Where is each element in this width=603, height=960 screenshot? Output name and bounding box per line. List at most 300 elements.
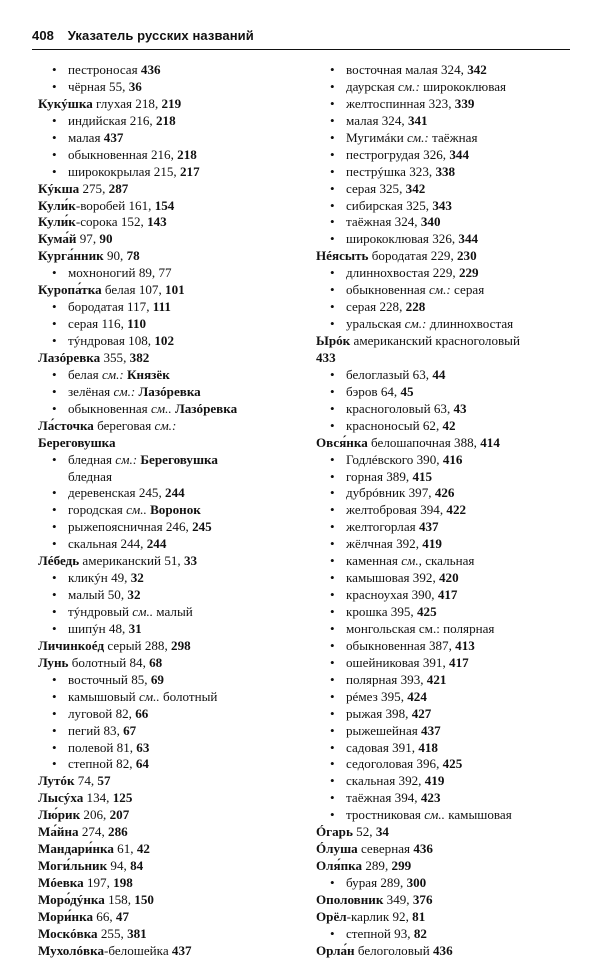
index-entry [38, 926, 306, 943]
entry-text: белошапочная 388, [367, 434, 481, 450]
index-entry [38, 418, 306, 435]
entry-bold-text: 245 [192, 519, 212, 535]
entry-bold-text: Кули́к [38, 197, 76, 213]
entry-bold-text: 424 [407, 688, 427, 704]
bullet-icon: • [330, 671, 335, 687]
index-subentry [316, 706, 586, 723]
index-entry [38, 655, 306, 672]
entry-bold-text: Лысýха [38, 790, 84, 806]
index-subentry [316, 570, 586, 587]
entry-text: бледная [68, 468, 113, 484]
entry-text: белая [68, 366, 102, 382]
entry-bold-text: 218 [177, 146, 197, 162]
entry-bold-text: 287 [108, 180, 129, 196]
entry-text: 355, [100, 349, 130, 365]
entry-bold-text: 342 [405, 180, 426, 196]
index-subentry [38, 367, 306, 384]
index-entry [38, 248, 306, 265]
index-subentry [316, 299, 586, 316]
index-subentry [316, 214, 586, 231]
entry-text: зелёная [68, 383, 114, 399]
entry-text: садовая 391, [346, 739, 419, 755]
bullet-icon: • [330, 604, 335, 619]
entry-bold-text: 418 [418, 739, 438, 755]
index-subentry [316, 485, 586, 502]
entry-bold-text: 57 [97, 773, 111, 789]
entry-bold-text: 217 [179, 163, 200, 179]
entry-bold-text: Óгарь [316, 824, 353, 840]
entry-bold-text: 344 [458, 231, 479, 247]
entry-bold-text: 154 [154, 197, 175, 213]
entry-bold-text: Нéясыть [316, 248, 369, 264]
entry-bold-text: 344 [449, 146, 469, 162]
entry-text: ширококлювая 326, [346, 231, 459, 247]
entry-bold-text: 420 [439, 570, 459, 586]
bullet-icon: • [330, 95, 335, 111]
bullet-icon: • [52, 604, 57, 619]
index-entry-continuation [38, 435, 306, 452]
index-entry [316, 248, 586, 265]
bullet-icon: • [52, 265, 57, 281]
entry-bold-text: 84 [130, 858, 144, 874]
bullet-icon: • [52, 536, 57, 552]
index-subentry [316, 231, 586, 248]
index-subentry [316, 790, 586, 807]
entry-bold-text: 228 [405, 299, 426, 315]
bullet-icon: • [52, 502, 57, 518]
entry-text: серая 325, [346, 180, 406, 196]
index-subentry [316, 62, 586, 79]
index-subentry [316, 875, 586, 892]
bullet-icon: • [330, 282, 335, 298]
index-subentry [316, 181, 586, 198]
index-subentry [38, 689, 306, 706]
index-subentry [316, 130, 586, 147]
page-title: Указатель русских названий [67, 28, 254, 43]
entry-bold-text: Лунь [38, 654, 69, 670]
entry-bold-text: 110 [127, 316, 147, 332]
entry-text: -сорока 152, [75, 214, 148, 230]
entry-bold-text: 68 [149, 654, 163, 670]
index-subentry [38, 113, 306, 130]
entry-bold-text: 436 [413, 841, 433, 857]
entry-text: ошейниковая 391, [346, 654, 450, 670]
bullet-icon: • [330, 722, 335, 738]
index-subentry [316, 773, 586, 790]
entry-bold-text: 426 [434, 485, 455, 501]
index-subentry [316, 756, 586, 773]
index-subentry [316, 740, 586, 757]
entry-text: бородатая 117, [68, 299, 153, 315]
bullet-icon: • [330, 756, 335, 772]
entry-crossref-label: см.. [138, 688, 160, 704]
index-subentry [316, 367, 586, 384]
entry-bold-text: Лазóревка [38, 349, 101, 365]
entry-text: малый [153, 604, 193, 619]
entry-text: желтоспинная 323, [346, 95, 455, 111]
entry-text: бородатая 229, [368, 248, 457, 264]
index-subentry [38, 723, 306, 740]
entry-crossref-label: см.. [126, 502, 147, 518]
bullet-icon: • [330, 875, 335, 890]
entry-text: 134, [83, 790, 113, 806]
entry-bold-text: 42 [442, 417, 456, 433]
entry-bold-text: 207 [109, 807, 130, 823]
entry-text: глухая 218, [92, 95, 162, 111]
bullet-icon: • [330, 112, 335, 128]
index-subentry [38, 672, 306, 689]
bullet-icon: • [52, 129, 57, 145]
entry-text: -воробей 161, [75, 197, 155, 213]
index-entry [38, 943, 306, 960]
entry-bold-text: 342 [467, 62, 487, 77]
index-subentry [316, 198, 586, 215]
entry-text: желтогорлая [346, 519, 419, 535]
bullet-icon: • [330, 180, 335, 196]
entry-bold-text: 69 [150, 671, 164, 687]
entry-text: 349, [383, 891, 413, 907]
entry-text: пестроносая [68, 62, 141, 77]
entry-text: малая 324, [346, 112, 408, 128]
bullet-icon: • [52, 366, 57, 382]
index-subentry [38, 299, 306, 316]
index-subentry [38, 604, 306, 621]
index-entry [38, 892, 306, 909]
entry-bold-text: 437 [418, 519, 439, 535]
entry-bold-text: 338 [435, 163, 456, 179]
index-subentry [316, 638, 586, 655]
entry-text: мохноногий 89, 77 [68, 265, 172, 281]
entry-bold-text: 90 [99, 231, 113, 247]
entry-text: таёжная [428, 129, 478, 145]
entry-text: Годлéвского 390, [346, 451, 443, 467]
entry-crossref-label: см., [401, 553, 422, 569]
entry-text: пестрогрудая 326, [346, 146, 450, 162]
bullet-icon: • [330, 773, 335, 789]
right-column [316, 62, 586, 960]
entry-bold-text: 32 [130, 570, 144, 586]
bullet-icon: • [330, 146, 335, 162]
entry-bold-text: 244 [146, 536, 167, 552]
bullet-icon: • [52, 400, 57, 416]
entry-bold-text: 419 [424, 773, 445, 789]
entry-bold-text: 230 [457, 248, 477, 264]
index-subentry [316, 164, 586, 181]
index-entry [38, 181, 306, 198]
bullet-icon: • [52, 739, 57, 755]
entry-bold-text: Кýкша [38, 180, 80, 196]
entry-bold-text: 32 [127, 587, 141, 603]
bullet-icon: • [330, 485, 335, 501]
index-subentry [38, 570, 306, 587]
entry-bold-text: 101 [165, 282, 185, 298]
entry-text: 275, [79, 180, 109, 196]
entry-text: городская [68, 502, 127, 518]
index-subentry [38, 519, 306, 536]
entry-text: желтобровая 394, [346, 502, 447, 518]
entry-bold-text: Ла́сточка [38, 417, 94, 433]
entry-bold-text: 111 [152, 299, 171, 315]
index-subentry [316, 316, 586, 333]
entry-bold-text: 415 [412, 468, 433, 484]
entry-text: деревенская 245, [68, 485, 166, 501]
entry-bold-text: 102 [154, 333, 174, 348]
index-subentry [316, 723, 586, 740]
index-entry [38, 824, 306, 841]
entry-bold-text: Óлуша [316, 841, 358, 857]
bullet-icon: • [330, 451, 335, 467]
index-subentry [38, 756, 306, 773]
bullet-icon: • [330, 553, 335, 569]
entry-bold-text: 421 [426, 671, 447, 687]
entry-bold-text: Мори́нка [38, 908, 93, 924]
entry-text: рыжепоясничная 246, [68, 519, 193, 535]
entry-text: северная [357, 841, 414, 857]
entry-text: крошка 395, [346, 604, 417, 619]
bullet-icon: • [330, 316, 335, 332]
entry-text: длиннохвостая 229, [346, 265, 459, 281]
page-number: 408 [32, 28, 54, 43]
index-subentry [316, 265, 586, 282]
entry-crossref-label: см.: [154, 417, 177, 433]
index-entry [38, 198, 306, 215]
entry-bold-text: Орла́н [316, 942, 355, 958]
entry-bold-text: 382 [129, 349, 150, 365]
entry-text: длиннохвостая [426, 316, 514, 332]
bullet-icon: • [330, 163, 335, 179]
entry-text: ширококлювая [419, 78, 507, 94]
index-entry [316, 435, 586, 452]
entry-text: тýндровый [68, 604, 133, 619]
index-entry [38, 96, 306, 113]
index-entry [38, 875, 306, 892]
index-entry [316, 909, 586, 926]
index-entry [38, 282, 306, 299]
entry-bold-text: 125 [112, 790, 133, 806]
bullet-icon: • [330, 231, 335, 247]
entry-bold-text: 43 [453, 400, 467, 416]
entry-text: шипýн 48, [68, 620, 129, 636]
entry-bold-text: 340 [420, 214, 441, 230]
index-subentry [316, 689, 586, 706]
bullet-icon: • [52, 688, 57, 704]
entry-crossref-label: см.: [101, 366, 124, 382]
entry-text: красноносый 62, [346, 417, 443, 433]
bullet-icon: • [330, 366, 335, 382]
entry-text: скальная 244, [68, 536, 147, 552]
entry-bold-text: Лазóревка [138, 383, 201, 399]
entry-bold-text: 36 [128, 78, 142, 94]
bullet-icon: • [330, 417, 335, 433]
index-entry [316, 892, 586, 909]
entry-text: американский красноголовый [350, 333, 520, 348]
index-subentry [316, 502, 586, 519]
index-subentry [316, 519, 586, 536]
bullet-icon: • [330, 739, 335, 755]
entry-text: таёжная 394, [346, 790, 421, 806]
bullet-icon: • [52, 383, 57, 399]
entry-bold-text: 436 [433, 942, 453, 958]
entry-bold-text: 423 [420, 790, 441, 806]
entry-bold-text: 414 [480, 434, 500, 450]
entry-bold-text: 67 [123, 722, 137, 738]
entry-text: Мугимáки [346, 129, 407, 145]
index-subentry [316, 401, 586, 418]
index-subentry [316, 553, 586, 570]
index-subentry [38, 740, 306, 757]
entry-text: чёрная 55, [68, 78, 129, 94]
entry-bold-text: 47 [115, 908, 130, 924]
bullet-icon: • [330, 688, 335, 704]
bullet-icon: • [330, 265, 335, 281]
entry-text: таёжная 324, [346, 214, 421, 230]
entry-bold-text: 44 [432, 366, 446, 382]
entry-text: полевой 81, [68, 739, 137, 755]
entry-bold-text: 78 [126, 248, 140, 264]
entry-bold-text: 82 [413, 925, 427, 941]
entry-text: белая 107, [101, 282, 166, 298]
index-subentry [38, 621, 306, 638]
index-entry [38, 807, 306, 824]
index-subentry [38, 587, 306, 604]
entry-bold-text: 150 [134, 891, 154, 907]
entry-text: бурая 289, [346, 875, 407, 890]
entry-text: 197, [83, 875, 114, 890]
index-subentry [316, 672, 586, 689]
index-subentry [316, 655, 586, 672]
index-subentry [38, 79, 306, 96]
bullet-icon: • [52, 705, 57, 721]
entry-text: серая [450, 282, 485, 298]
entry-text: обыкновенная [68, 400, 151, 416]
entry-bold-text: 416 [442, 451, 463, 467]
header-rule [32, 49, 570, 50]
index-entry [38, 350, 306, 367]
entry-text: 97, [76, 231, 100, 247]
index-entry [316, 333, 586, 350]
bullet-icon: • [330, 925, 335, 941]
entry-text: сибирская 325, [346, 197, 433, 213]
entry-bold-text: Лéбедь [38, 553, 80, 569]
entry-text: дубрóвник 397, [346, 485, 435, 501]
index-entry [38, 553, 306, 570]
index-subentry [38, 130, 306, 147]
bullet-icon: • [330, 536, 335, 552]
entry-text: рыжая 398, [346, 705, 412, 721]
entry-bold-text: 31 [128, 620, 142, 636]
entry-bold-text: 425 [442, 756, 463, 772]
entry-text: 158, [104, 891, 135, 907]
entry-bold-text: Орёл [316, 908, 347, 924]
entry-text: 289, [362, 858, 392, 874]
left-column [38, 62, 306, 960]
index-subentry [316, 452, 586, 469]
entry-bold-text: Кули́к [38, 214, 76, 230]
index-subentry [38, 62, 306, 79]
bullet-icon: • [52, 671, 57, 687]
index-subentry [38, 384, 306, 401]
bullet-icon: • [52, 146, 57, 162]
entry-text: болотный [159, 688, 218, 704]
entry-bold-text: 381 [127, 925, 147, 941]
index-entry [38, 790, 306, 807]
entry-bold-text: 81 [412, 908, 426, 924]
index-subentry [38, 401, 306, 418]
bullet-icon: • [52, 316, 57, 332]
entry-bold-text: 419 [422, 536, 442, 552]
entry-text: монгольская см.: полярная [346, 620, 495, 636]
entry-bold-text: 218 [155, 112, 176, 128]
entry-bold-text: 433 [316, 349, 336, 365]
entry-text: малая [68, 129, 104, 145]
entry-bold-text: 66 [135, 705, 149, 721]
entry-bold-text: 143 [147, 214, 167, 230]
entry-bold-text: Мухолóвка [38, 942, 105, 958]
index-subentry [316, 418, 586, 435]
entry-bold-text: 436 [140, 62, 161, 77]
entry-text: камышовая 392, [346, 570, 439, 586]
entry-bold-text: 422 [446, 502, 467, 518]
index-entry [316, 943, 586, 960]
entry-text: 90, [103, 248, 127, 264]
bullet-icon: • [52, 299, 57, 315]
bullet-icon: • [52, 78, 57, 94]
entry-bold-text: 298 [171, 637, 191, 653]
entry-text: американский 51, [79, 553, 184, 569]
entry-text: горная 389, [346, 468, 413, 484]
index-subentry [316, 469, 586, 486]
entry-bold-text: 63 [136, 739, 150, 755]
index-subentry [316, 587, 586, 604]
entry-bold-text: Моро́дýнка [38, 891, 105, 907]
entry-bold-text: 427 [411, 705, 432, 721]
entry-text: даурская [346, 78, 398, 94]
entry-bold-text: 339 [454, 95, 475, 111]
entry-bold-text: 229 [458, 265, 479, 281]
entry-text: 74, [74, 773, 98, 789]
entry-text: скальная 392, [346, 773, 425, 789]
page-header [32, 28, 572, 43]
bullet-icon: • [330, 197, 335, 213]
bullet-icon: • [52, 485, 57, 501]
entry-crossref-label: см.: [428, 282, 451, 298]
index-subentry [38, 536, 306, 553]
entry-bold-text: 437 [171, 942, 192, 958]
index-subentry [316, 113, 586, 130]
entry-bold-text: 425 [416, 604, 437, 619]
bullet-icon: • [52, 62, 57, 77]
index-subentry [316, 96, 586, 113]
bullet-icon: • [52, 587, 57, 603]
entry-bold-text: Мóевка [38, 875, 84, 890]
entry-bold-text: 219 [161, 95, 182, 111]
index-entry-continuation [38, 469, 306, 486]
entry-text: обыкновенная 216, [68, 146, 178, 162]
entry-text: белоголовый [354, 942, 433, 958]
entry-bold-text: Личинкоéд [38, 637, 105, 653]
index-entry [316, 824, 586, 841]
bullet-icon: • [52, 112, 57, 128]
index-entry [316, 841, 586, 858]
index-entry [38, 909, 306, 926]
index-entry [38, 858, 306, 875]
entry-bold-text: 198 [113, 875, 133, 890]
entry-text: 206, [80, 807, 110, 823]
entry-bold-text: Кукýшка [38, 95, 93, 111]
bullet-icon: • [330, 570, 335, 586]
entry-bold-text: Воронок [150, 502, 201, 518]
entry-bold-text: Куропа́тка [38, 282, 102, 298]
